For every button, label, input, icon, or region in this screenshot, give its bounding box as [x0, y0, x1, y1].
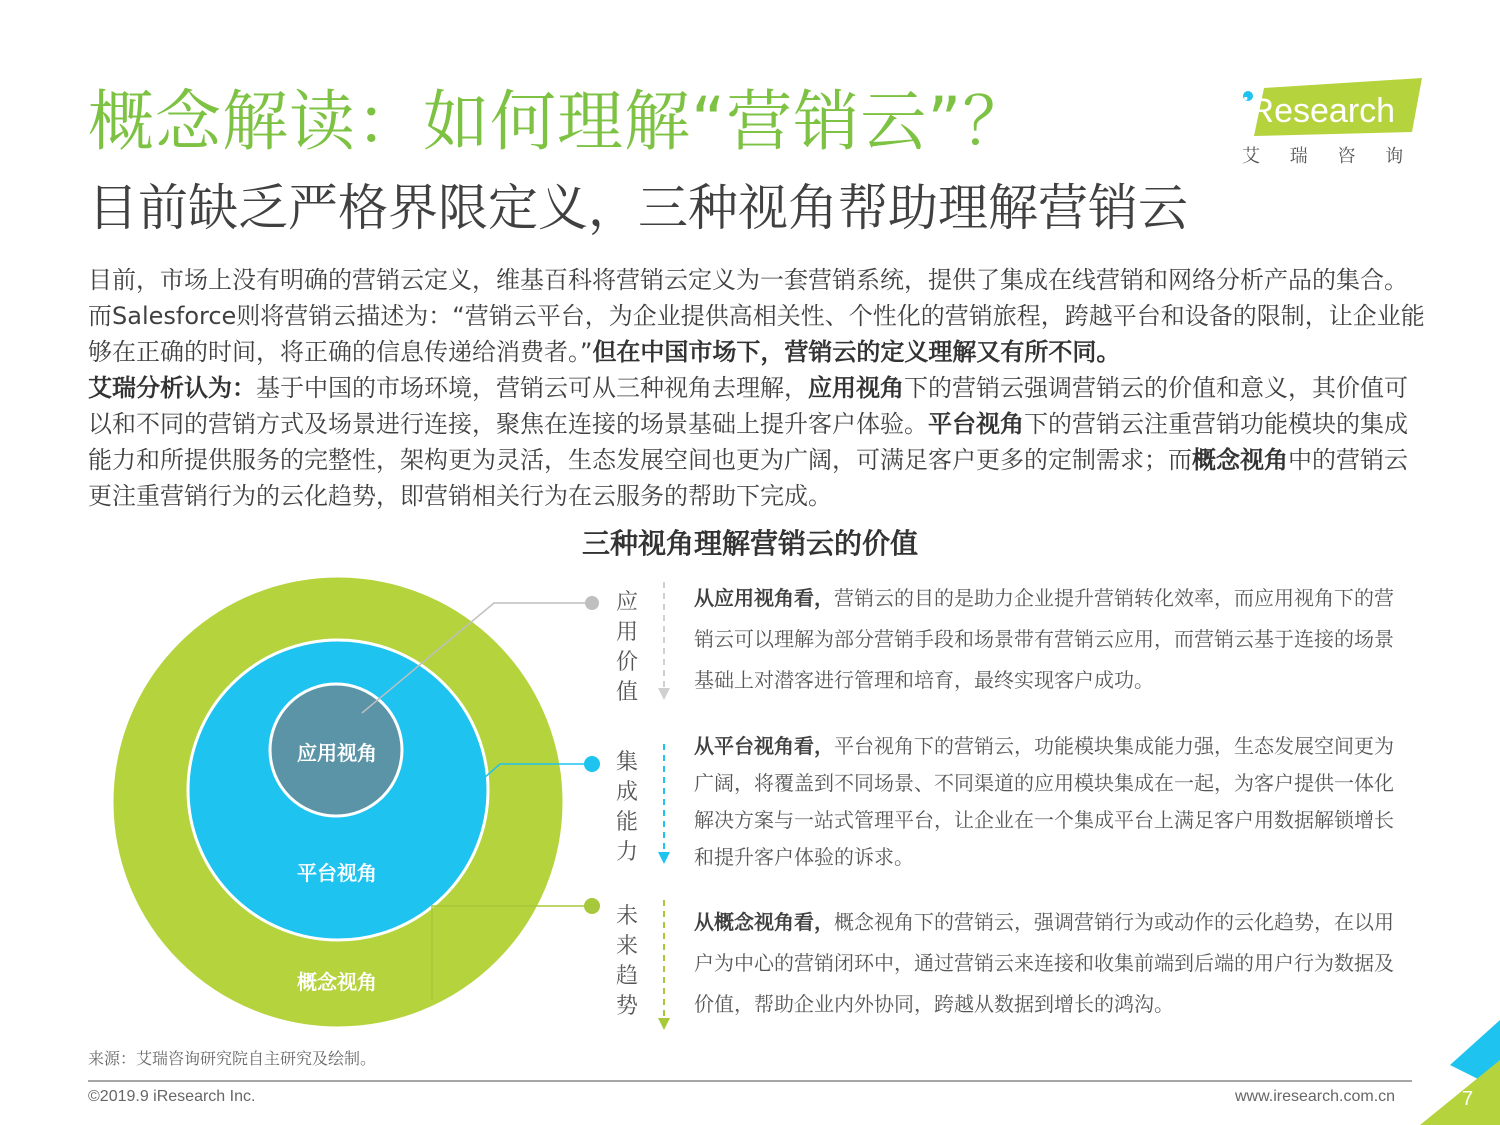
connector-dot-concept	[584, 898, 600, 914]
footer-divider	[88, 1080, 1412, 1082]
footer-website[interactable]: www.iresearch.com.cn	[1235, 1088, 1396, 1105]
vchar: 成	[615, 780, 638, 805]
intro-p2-bold-3: 概念视角	[1192, 446, 1288, 474]
vchar: 价	[615, 650, 638, 675]
corner-decoration	[1400, 1020, 1500, 1125]
vchar: 来	[615, 934, 638, 959]
arrow-head-concept	[658, 1018, 670, 1030]
vertical-label-application	[612, 588, 642, 708]
vchar: 趋	[615, 964, 638, 989]
page-title: 概念解读：如何理解“营销云”？	[88, 83, 1030, 160]
intro-p2-bold-2: 平台视角	[928, 410, 1024, 438]
intro-p2-bold-1: 应用视角	[808, 374, 904, 402]
iresearch-logo	[1236, 78, 1426, 170]
arrow-head-platform	[658, 852, 670, 864]
vchar: 应	[615, 590, 638, 615]
intro-p1-text: 目前，市场上没有明确的营销云定义，维基百科将营销云定义为一套营销系统，提供了集成在线营销和网络分析产品的集合。而Salesforce则将营销云描述为：“营销云平台，为企业提供高相关性、个性化的营销旅程，跨越平台和设备的限制，让企业能够在正确的时间，将正确的信息传递给消费者。”	[88, 266, 1425, 366]
description-application	[694, 578, 1394, 701]
ring-label-application: 应用视角	[297, 741, 377, 765]
description-concept	[694, 902, 1394, 1025]
intro-text	[88, 262, 1428, 514]
intro-p2-a: 基于中国的市场环境，营销云可从三种视角去理解，	[256, 374, 808, 402]
intro-p2-e: 中的营销云更注重营销行为的云化趋势，即营销相关行为在云服务的帮助下完成。	[88, 446, 1408, 510]
connector-dot-application	[585, 596, 599, 610]
arrow-head-application	[658, 688, 670, 700]
vertical-label-platform	[612, 748, 642, 868]
vchar: 能	[615, 810, 638, 835]
logo-brand-text: iResearch	[1242, 92, 1396, 130]
vchar: 集	[615, 750, 638, 775]
vchar: 值	[615, 680, 638, 705]
intro-paragraph-2	[88, 370, 1428, 514]
description-text: 概念视角下的营销云，强调营销行为或动作的云化趋势，在以用户为中心的营销闭环中，通过营销云来连接和收集前端到后端的用户行为数据及价值，帮助企业内外协同，跨越从数据到增长的鸿沟。	[694, 910, 1394, 1016]
page-subtitle: 目前缺乏严格界限定义，三种视角帮助理解营销云	[88, 179, 1188, 237]
vchar: 势	[615, 994, 638, 1019]
vchar: 用	[615, 620, 638, 645]
vchar: 未	[615, 904, 638, 929]
description-text: 营销云的目的是助力企业提升营销转化效率，而应用视角下的营销云可以理解为部分营销手段和场景带有营销云应用，而营销云基于连接的场景基础上对潜客进行管理和培育，最终实现客户成功。	[694, 586, 1394, 692]
ring-label-platform: 平台视角	[297, 861, 377, 885]
diagram-title: 三种视角理解营销云的价值	[581, 527, 918, 560]
intro-p2-lead: 艾瑞分析认为：	[88, 374, 256, 402]
intro-p2-c: 下的营销云强调营销云的价值和意义，其价值可以和不同的营销方式及场景进行连接，聚焦在连接的场景基础上提升客户体验。	[88, 374, 1408, 438]
intro-p2-d: 下的营销云注重营销功能模块的集成能力和所提供服务的完整性，架构更为灵活，生态发展空间也更为广阔，可满足客户更多的定制需求；而	[88, 410, 1408, 474]
connector-dot-platform	[584, 756, 600, 772]
description-platform	[694, 728, 1394, 876]
logo-chinese-text: 艾 瑞 咨 询	[1242, 146, 1416, 167]
footer-copyright: ©2019.9 iResearch Inc.	[88, 1088, 256, 1105]
description-lead: 从应用视角看，	[694, 586, 834, 610]
description-lead: 从平台视角看，	[694, 734, 834, 758]
vertical-label-concept	[612, 902, 642, 1022]
intro-p1-bold: 但在中国市场下，营销云的定义理解又有所不同。	[592, 338, 1121, 366]
intro-paragraph-1	[88, 262, 1428, 370]
description-lead: 从概念视角看，	[694, 910, 834, 934]
vchar: 力	[615, 840, 638, 865]
page-number: 7	[1462, 1088, 1474, 1110]
source-note: 来源：艾瑞咨询研究院自主研究及绘制。	[88, 1049, 377, 1068]
description-text: 平台视角下的营销云，功能模块集成能力强，生态发展空间更为广阔，将覆盖到不同场景、不同渠道的应用模块集成在一起，为客户提供一体化解决方案与一站式管理平台，让企业在一个集成平台上满足客户用数据解锁增长和提升客户体验的诉求。	[694, 734, 1394, 869]
ring-label-concept: 概念视角	[297, 970, 377, 994]
